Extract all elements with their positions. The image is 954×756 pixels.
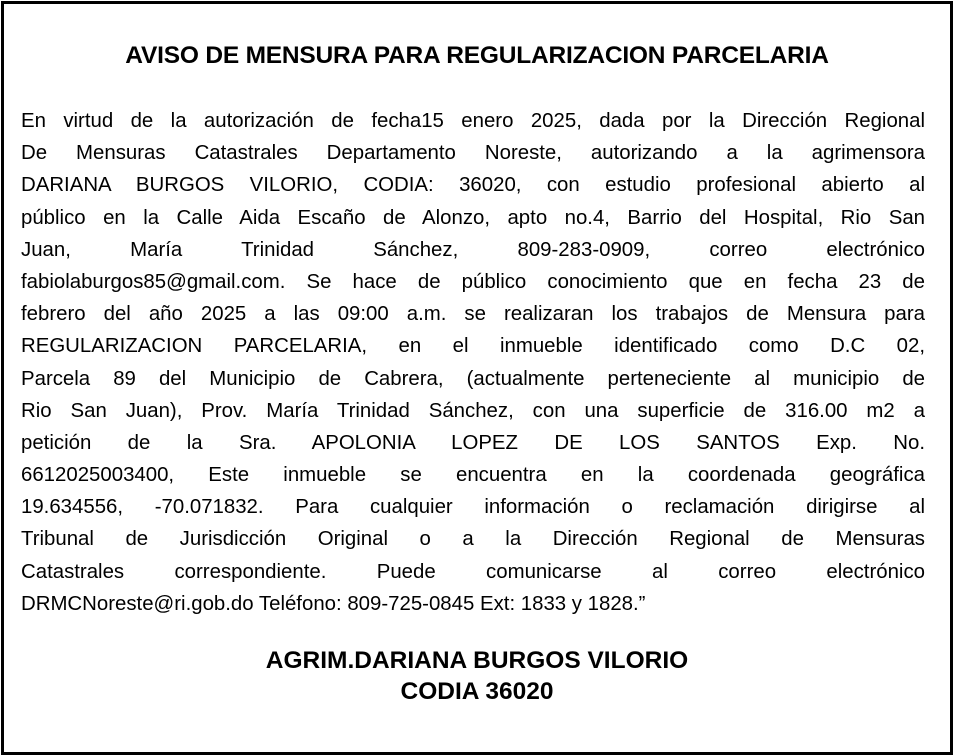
body-line: Juan, María Trinidad Sánchez, 809-283-0909, correo electrónico	[21, 238, 925, 261]
notice-body	[21, 105, 925, 620]
body-line: Rio San Juan), Prov. María Trinidad Sánchez, con una superficie de 316.00 m2 a	[21, 399, 925, 422]
body-line: DRMCNoreste@ri.gob.do Teléfono: 809-725-0845 Ext: 1833 y 1828.”	[21, 592, 646, 615]
body-line: Catastrales correspondiente. Puede comunicarse al correo electrónico	[21, 560, 925, 583]
body-line: Tribunal de Jurisdicción Original o a la Dirección Regional de Mensuras	[21, 528, 925, 551]
signature-name: AGRIM.DARIANA BURGOS VILORIO	[265, 647, 689, 674]
body-line: En virtud de la autorización de fecha15 enero 2025, dada por la Dirección Regional	[21, 110, 925, 132]
body-line: De Mensuras Catastrales Departamento Noreste, autorizando a la agrimensora	[21, 142, 925, 165]
body-line: petición de la Sra. APOLONIA LOPEZ DE LOS SANTOS Exp. No.	[21, 431, 925, 454]
body-line: 19.634556, -70.071832. Para cualquier información o reclamación dirigirse al	[21, 496, 925, 519]
body-line: fabiolaburgos85@gmail.com. Se hace de público conocimiento que en fecha 23 de	[21, 270, 925, 293]
body-line: 6612025003400, Este inmueble se encuentra en la coordenada geográfica	[21, 464, 925, 487]
body-line: Parcela 89 del Municipio de Cabrera, (actualmente perteneciente al municipio de	[21, 367, 925, 390]
notice-title: AVISO DE MENSURA PARA REGULARIZACION PARCELARIA	[125, 42, 829, 69]
body-line: febrero del año 2025 a las 09:00 a.m. se realizaran los trabajos de Mensura para	[21, 303, 925, 326]
body-line: REGULARIZACION PARCELARIA, en el inmueble identificado como D.C 02,	[21, 335, 925, 358]
body-line: público en la Calle Aida Escaño de Alonzo, apto no.4, Barrio del Hospital, Rio San	[21, 206, 925, 229]
body-line: DARIANA BURGOS VILORIO, CODIA: 36020, con estudio profesional abierto al	[21, 174, 925, 197]
notice-frame	[1, 1, 953, 755]
signature-codia: CODIA 36020	[400, 678, 554, 705]
